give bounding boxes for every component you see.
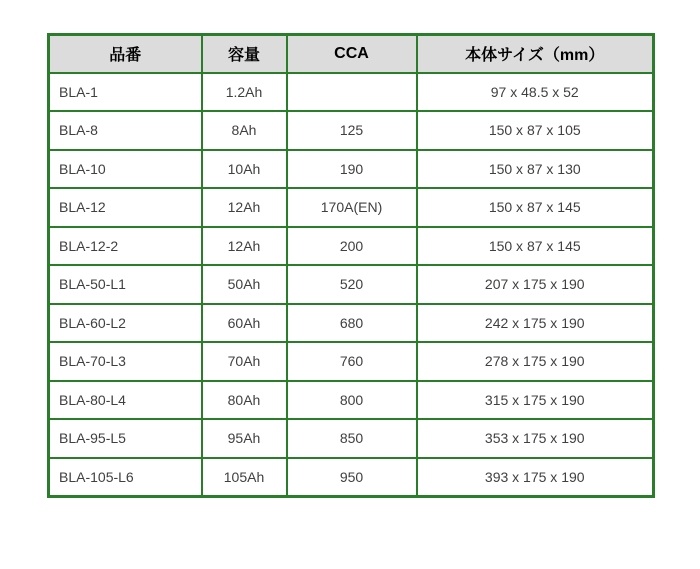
cca-cell: 760 [287,342,417,381]
header-body-size: 本体サイズ（mm） [417,35,654,73]
cca-cell: 170A(EN) [287,188,417,227]
cca-cell [287,73,417,112]
table-row [49,111,654,150]
body-size-cell: 353 x 175 x 190 [417,419,654,458]
part-number-cell: BLA-50-L1 [49,265,202,304]
cca-cell: 850 [287,419,417,458]
part-number-cell: BLA-8 [49,111,202,150]
cca-cell: 800 [287,381,417,420]
part-number-cell: BLA-12 [49,188,202,227]
table-row [49,342,654,381]
body-size-cell: 393 x 175 x 190 [417,458,654,497]
capacity-cell: 8Ah [202,111,287,150]
cca-cell: 950 [287,458,417,497]
table-row [49,265,654,304]
body-size-cell: 315 x 175 x 190 [417,381,654,420]
header-row [49,35,654,73]
header-part-number: 品番 [49,35,202,73]
capacity-cell: 12Ah [202,188,287,227]
cca-cell: 125 [287,111,417,150]
header-cca: CCA [287,35,417,73]
table-body [49,73,654,497]
table-row [49,188,654,227]
part-number-cell: BLA-80-L4 [49,381,202,420]
body-size-cell: 150 x 87 x 130 [417,150,654,189]
table-row [49,381,654,420]
header-capacity: 容量 [202,35,287,73]
part-number-cell: BLA-70-L3 [49,342,202,381]
part-number-cell: BLA-105-L6 [49,458,202,497]
part-number-cell: BLA-1 [49,73,202,112]
body-size-cell: 207 x 175 x 190 [417,265,654,304]
capacity-cell: 80Ah [202,381,287,420]
part-number-cell: BLA-95-L5 [49,419,202,458]
capacity-cell: 95Ah [202,419,287,458]
table-row [49,304,654,343]
part-number-cell: BLA-60-L2 [49,304,202,343]
battery-spec-table [47,33,655,498]
capacity-cell: 50Ah [202,265,287,304]
table-row [49,458,654,497]
capacity-cell: 1.2Ah [202,73,287,112]
part-number-cell: BLA-12-2 [49,227,202,266]
body-size-cell: 278 x 175 x 190 [417,342,654,381]
cca-cell: 520 [287,265,417,304]
table-row [49,150,654,189]
capacity-cell: 12Ah [202,227,287,266]
part-number-cell: BLA-10 [49,150,202,189]
table-row [49,73,654,112]
table-row [49,419,654,458]
body-size-cell: 97 x 48.5 x 52 [417,73,654,112]
body-size-cell: 242 x 175 x 190 [417,304,654,343]
cca-cell: 680 [287,304,417,343]
capacity-cell: 10Ah [202,150,287,189]
capacity-cell: 105Ah [202,458,287,497]
cca-cell: 190 [287,150,417,189]
capacity-cell: 70Ah [202,342,287,381]
cca-cell: 200 [287,227,417,266]
table-row [49,227,654,266]
body-size-cell: 150 x 87 x 105 [417,111,654,150]
body-size-cell: 150 x 87 x 145 [417,188,654,227]
body-size-cell: 150 x 87 x 145 [417,227,654,266]
capacity-cell: 60Ah [202,304,287,343]
